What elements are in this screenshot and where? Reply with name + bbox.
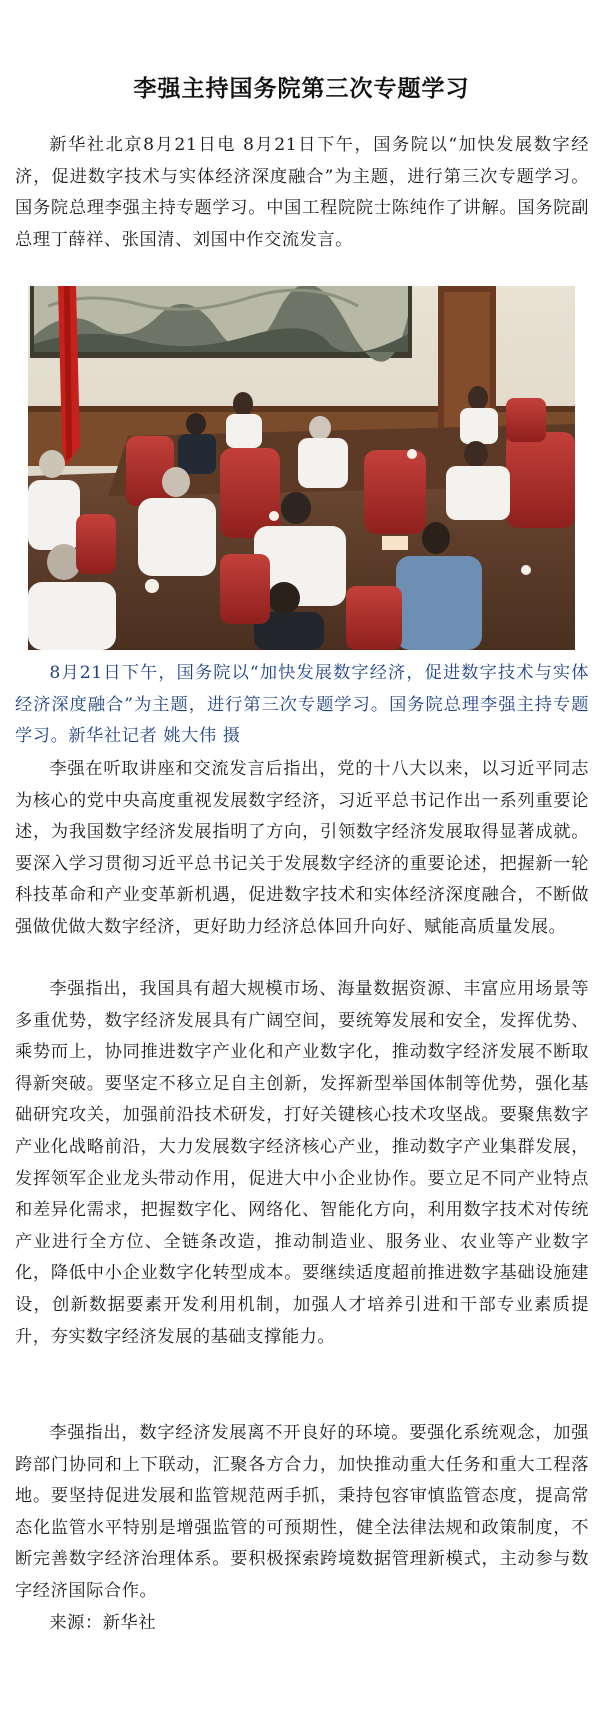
article-paragraph-intro: 新华社北京8月21日电 8月21日下午，国务院以“加快发展数字经济，促进数字技术与实体经济深度融合”为主题，进行第三次专题学习。国务院总理李强主持专题学习。中国工程院院士陈纯作了讲解。国务院副总理丁薛祥、张国清、刘国中作交流发言。 [15, 135, 589, 250]
article-title: 李强主持国务院第三次专题学习 [133, 76, 470, 102]
article-paragraph-3: 李强指出，我国具有超大规模市场、海量数据资源、丰富应用场景等多重优势，数字经济发展具有广阔空间，要统筹发展和安全，发挥优势、乘势而上，协同推进数字产业化和产业数字化，推动数字经济发展不断取得新突破。要坚定不移立足自主创新，发挥新型举国体制等优势，强化基础研究攻关，加强前沿技术研发，打好关键核心技术攻坚战。要聚焦数字产业化战略前沿，大力发展数字经济核心产业，推动数字产业集群发展，发挥领军企业龙头带动作用，促进大中小企业协作。要立足不同产业特点和差异化需求，把握数字化、网络化、智能化方向，利用数字技术对传统产业进行全方位、全链条改造，推动制造业、服务业、农业等产业数字化，降低中小企业数字化转型成本。要继续适度超前推进数字基础设施建设，创新数据要素开发利用机制，加强人才培养引进和干部专业素质提升，夯实数字经济发展的基础支撑能力。 [15, 979, 589, 1347]
article-paragraph-2: 李强在听取讲座和交流发言后指出，党的十八大以来，以习近平同志为核心的党中央高度重视发展数字经济，习近平总书记作出一系列重要论述，为我国数字经济发展指明了方向，引领数字经济发展取得显著成就。要深入学习贯彻习近平总书记关于发展数字经济的重要论述，把握新一轮科技革命和产业变革新机遇，促进数字技术和实体经济深度融合，不断做强做优做大数字经济，更好助力经济总体回升向好、赋能高质量发展。 [15, 759, 589, 937]
photo-caption: 8月21日下午，国务院以“加快发展数字经济，促进数字技术与实体经济深度融合”为主题，进行第三次专题学习。国务院总理李强主持专题学习。新华社记者 姚大伟 摄 [15, 663, 589, 747]
article-source: 来源：新华社 [49, 1613, 157, 1633]
news-photo [28, 286, 575, 650]
meeting-photo-illustration [28, 286, 575, 650]
article-paragraph-4: 李强指出，数字经济发展离不开良好的环境。要强化系统观念，加强跨部门协同和上下联动，汇聚各方合力，加快推动重大任务和重大工程落地。要坚持促进发展和监管规范两手抓，秉持包容审慎监管态度，提高常态化监管水平特别是增强监管的可预期性，健全法律法规和政策制度，不断完善数字经济治理体系。要积极探索跨境数据管理新模式，主动参与数字经济国际合作。 [15, 1423, 589, 1601]
